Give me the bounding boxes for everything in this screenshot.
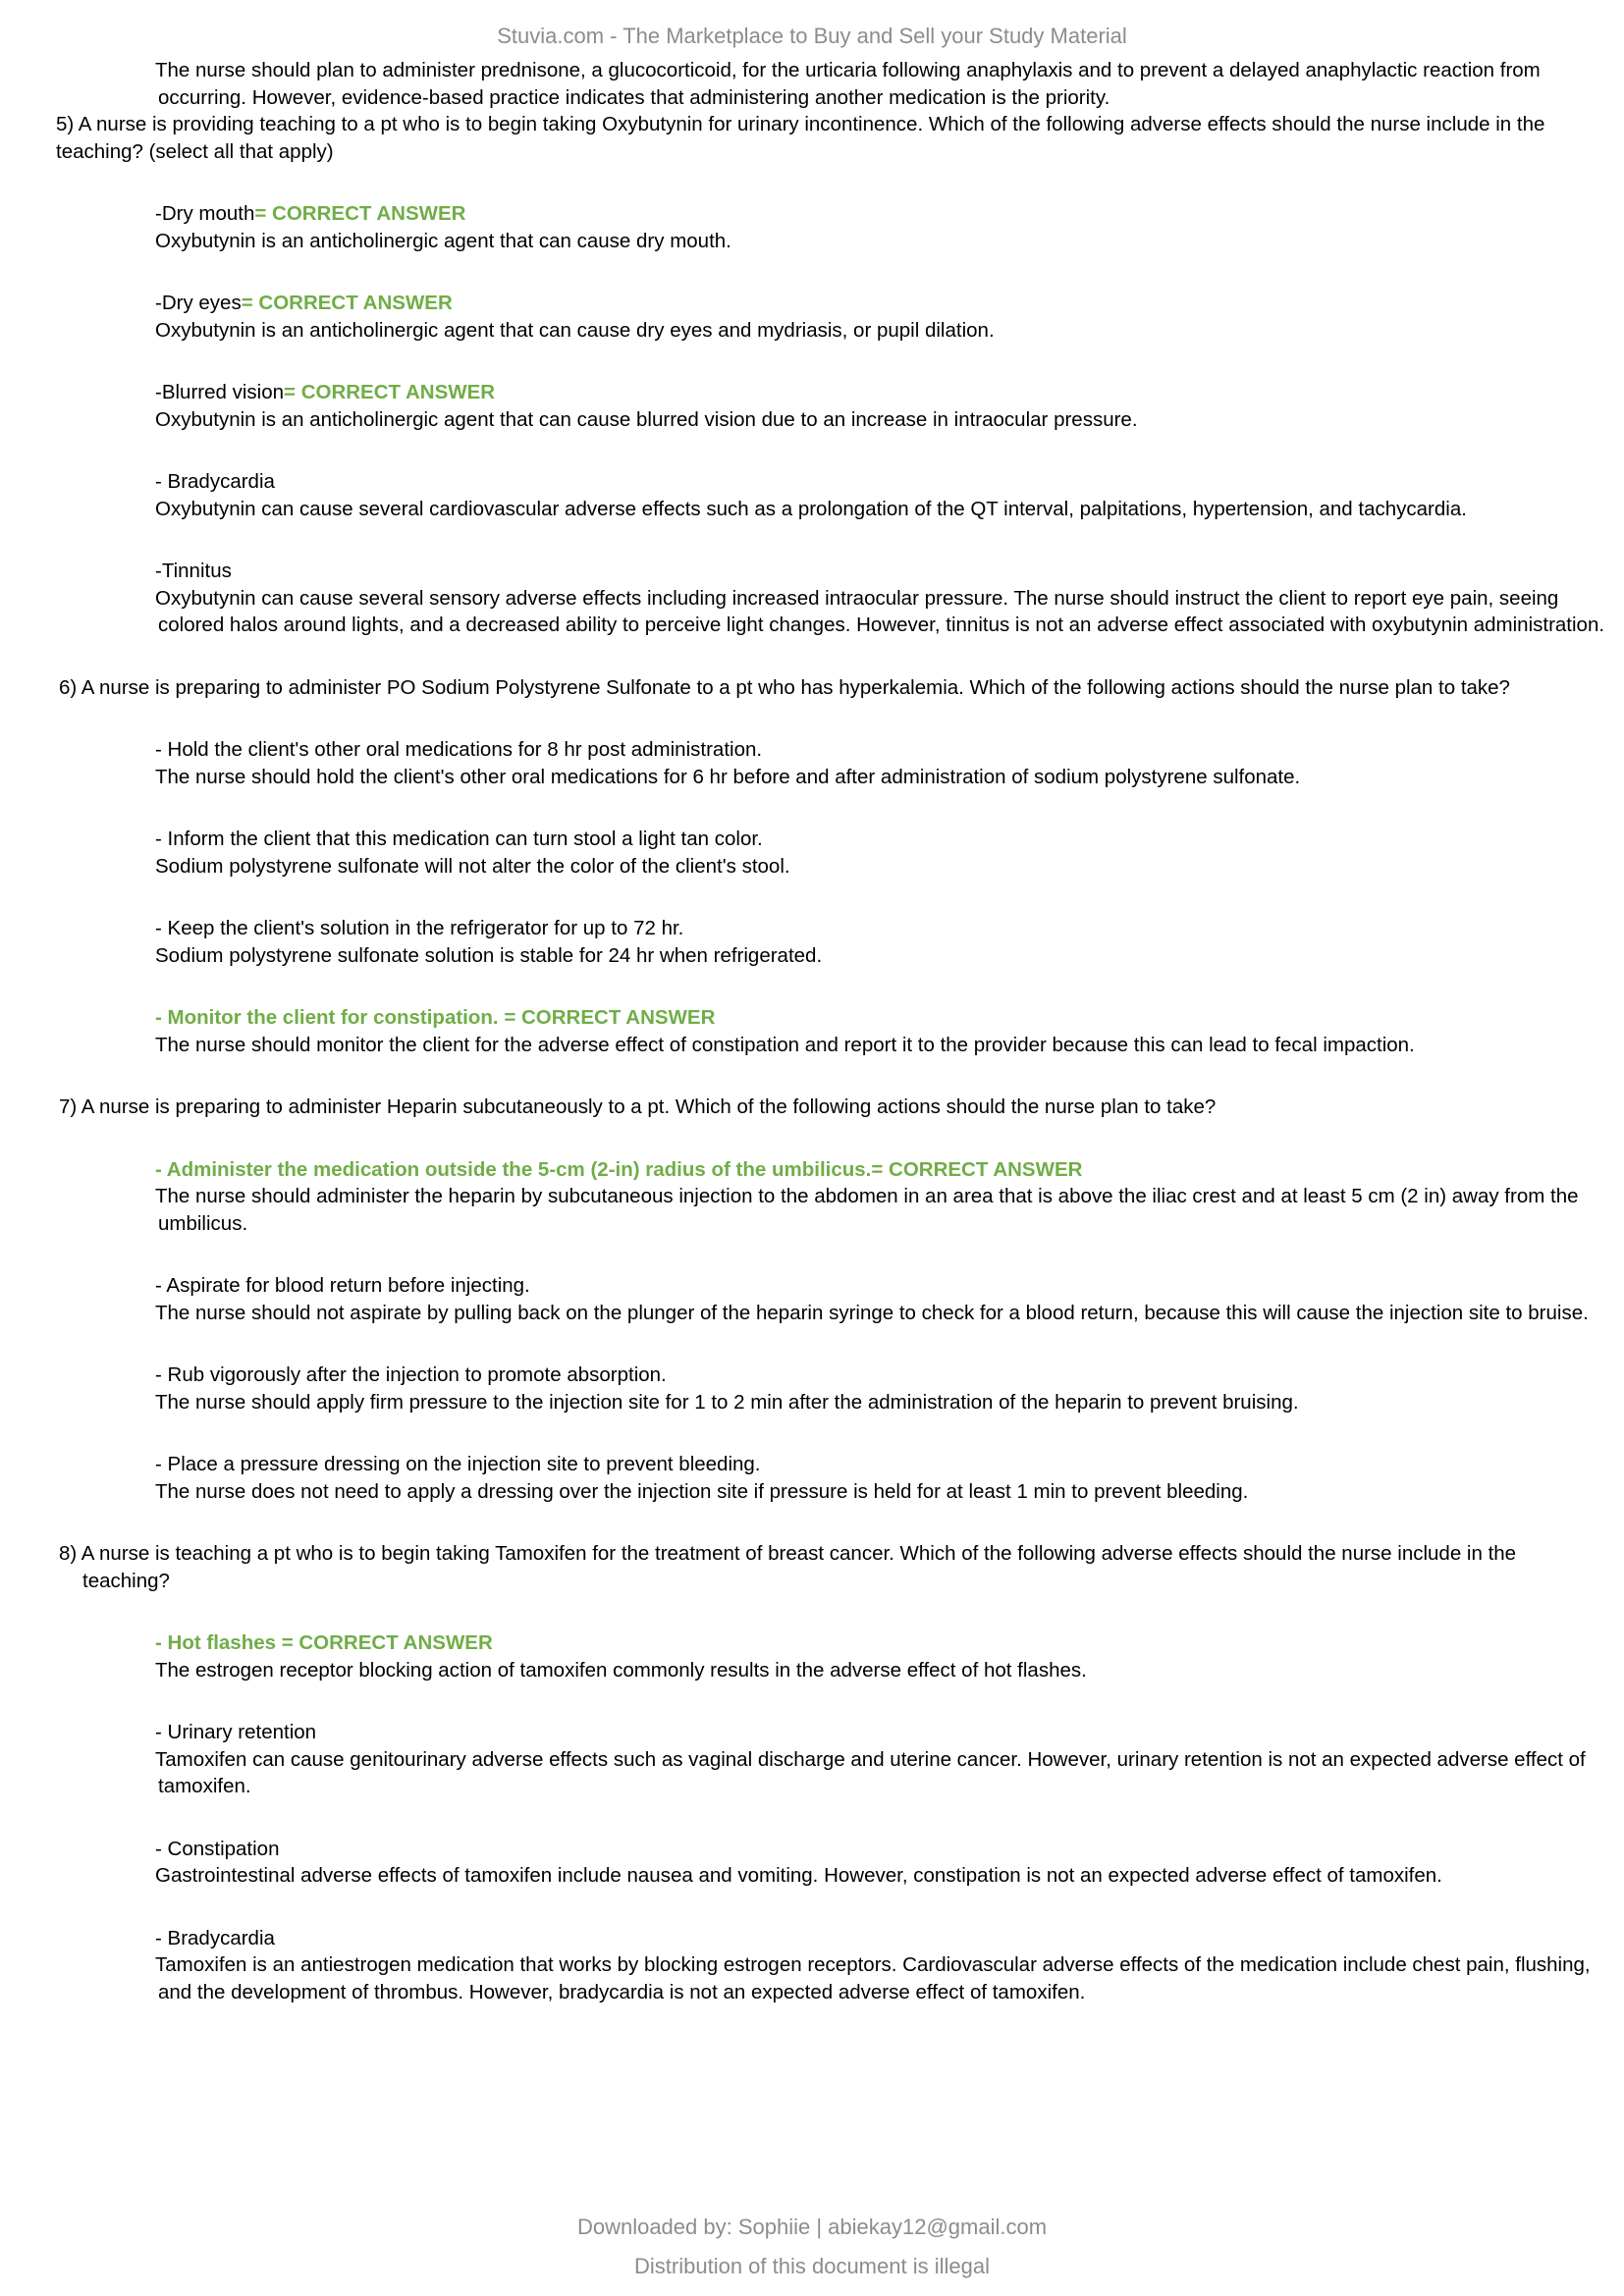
answer-option (59, 826, 1610, 880)
answer-option (59, 379, 1610, 433)
answer-rationale: The estrogen receptor blocking action of tamoxifen commonly results in the adverse effect of hot flashes. (155, 1658, 1087, 1682)
answer-option-correct (59, 1629, 1610, 1683)
question-text: 6) A nurse is preparing to administer PO Sodium Polystyrene Sulfonate to a pt who has hyperkalemia. Which of the following actions should the nurse plan to take? (59, 675, 1510, 699)
answer-rationale: and the development of thrombus. However, bradycardia is not an expected adverse effect of tamoxifen. (158, 1980, 1086, 2003)
answer-label: - Inform the client that this medication can turn stool a light tan color. (155, 828, 763, 850)
answer-rationale: The nurse should not aspirate by pulling back on the plunger of the heparin syringe to check for a blood return, because this will cause the injection site to bruise. (155, 1301, 1589, 1324)
question-text: 5) A nurse is providing teaching to a pt who is to begin taking Oxybutynin for urinary incontinence. Which of the following adverse effects should the nurse include in the (56, 113, 1545, 135)
answer-option (59, 736, 1610, 790)
correct-answer-mark: = CORRECT ANSWER (284, 381, 496, 403)
answer-rationale: colored halos around lights, and a decreased ability to perceive light changes. However, tinnitus is not an adverse effect associated with oxybutynin administration. (158, 614, 1605, 636)
answer-label: - Rub vigorously after the injection to promote absorption. (155, 1363, 667, 1386)
answer-rationale: Tamoxifen is an antiestrogen medication that works by blocking estrogen receptors. Cardiovascular adverse effects of the medication include chest pain, flushing, (155, 1953, 1591, 1976)
answer-option (59, 1836, 1610, 1890)
answer-label: - Keep the client's solution in the refrigerator for up to 72 hr. (155, 917, 684, 939)
answer-label: - Administer the medication outside the 5-cm (2-in) radius of the umbilicus.= CORRECT ANSWER (155, 1157, 1083, 1181)
intro-line: occurring. However, evidence-based practice indicates that administering another medication is the priority. (158, 85, 1110, 109)
answer-option (59, 1719, 1610, 1800)
question-5 (56, 111, 1610, 165)
document-body (56, 57, 1610, 2005)
answer-rationale: Tamoxifen can cause genitourinary adverse effects such as vaginal discharge and uterine cancer. However, urinary retention is not an expected adverse effect of (155, 1747, 1586, 1771)
question-7 (59, 1094, 1610, 1121)
answer-rationale: The nurse should hold the client's other oral medications for 6 hr before and after administration of sodium polystyrene sulfonate. (155, 765, 1301, 788)
answer-option (59, 468, 1610, 522)
answer-rationale: Gastrointestinal adverse effects of tamoxifen include nausea and vomiting. However, constipation is not an expected adverse effect of tamoxifen. (155, 1864, 1442, 1887)
answer-option (59, 558, 1610, 639)
intro-line: The nurse should plan to administer prednisone, a glucocorticoid, for the urticaria following anaphylaxis and to prevent a delayed anaphylactic reaction from (155, 59, 1541, 81)
answer-option-correct (59, 1156, 1610, 1238)
answer-rationale: Oxybutynin is an anticholinergic agent that can cause blurred vision due to an increase in intraocular pressure. (155, 407, 1138, 431)
answer-rationale: The nurse does not need to apply a dressing over the injection site if pressure is held for at least 1 min to prevent bleeding. (155, 1479, 1249, 1503)
answer-label: - Monitor the client for constipation. = CORRECT ANSWER (155, 1006, 716, 1029)
answer-option (59, 1272, 1610, 1326)
answer-label: - Bradycardia (155, 470, 275, 493)
answer-rationale: The nurse should apply firm pressure to the injection site for 1 to 2 min after the administration of the heparin to prevent bruising. (155, 1390, 1299, 1414)
answer-option (59, 915, 1610, 969)
answer-option (59, 1925, 1610, 2006)
question-text: teaching? (82, 1569, 170, 1592)
page-header-watermark: Stuvia.com - The Marketplace to Buy and Sell your Study Material (497, 24, 1127, 48)
answer-label: - Constipation (155, 1837, 280, 1860)
answer-label: -Dry mouth (155, 202, 255, 225)
correct-answer-mark: = CORRECT ANSWER (254, 202, 466, 225)
answer-rationale: umbilicus. (158, 1211, 248, 1235)
answer-option (59, 1451, 1610, 1505)
answer-rationale: The nurse should administer the heparin by subcutaneous injection to the abdomen in an area that is above the iliac crest and at least 5 cm (2 in) away from the (155, 1185, 1579, 1207)
question-text: 7) A nurse is preparing to administer Heparin subcutaneously to a pt. Which of the following actions should the nurse plan to take? (59, 1095, 1217, 1118)
footer-downloaded-by: Downloaded by: Sophiie | abiekay12@gmail.com (576, 2215, 1048, 2239)
answer-label: -Blurred vision (155, 381, 285, 403)
answer-rationale: Oxybutynin is an anticholinergic agent that can cause dry mouth. (155, 229, 731, 252)
answer-rationale: Sodium polystyrene sulfonate will not alter the color of the client's stool. (155, 854, 790, 878)
question-text: teaching? (select all that apply) (56, 139, 334, 163)
answer-label: - Hot flashes = CORRECT ANSWER (155, 1631, 493, 1654)
answer-rationale: Oxybutynin can cause several cardiovascular adverse effects such as a prolongation of the QT interval, palpitations, hypertension, and tachycardia. (155, 497, 1467, 520)
answer-label: - Place a pressure dressing on the injection site to prevent bleeding. (155, 1453, 761, 1475)
answer-label: - Aspirate for blood return before injecting. (155, 1274, 530, 1297)
footer-distribution-notice: Distribution of this document is illegal (634, 2254, 990, 2278)
answer-rationale: Oxybutynin can cause several sensory adverse effects including increased intraocular pressure. The nurse should instruct the client to report eye pain, seeing (155, 586, 1559, 610)
answer-rationale: Oxybutynin is an anticholinergic agent that can cause dry eyes and mydriasis, or pupil dilation. (155, 318, 995, 342)
intro-rationale (59, 57, 1610, 111)
answer-option-correct (59, 1004, 1610, 1058)
answer-rationale: tamoxifen. (158, 1775, 251, 1797)
answer-rationale: The nurse should monitor the client for the adverse effect of constipation and report it to the provider because this can lead to fecal impaction. (155, 1033, 1415, 1056)
answer-label: -Dry eyes (155, 292, 242, 314)
answer-label: -Tinnitus (155, 560, 232, 582)
answer-option (59, 200, 1610, 254)
question-8 (59, 1540, 1610, 1594)
correct-answer-mark: = CORRECT ANSWER (241, 292, 453, 314)
answer-rationale: Sodium polystyrene sulfonate solution is stable for 24 hr when refrigerated. (155, 943, 823, 967)
answer-option (59, 1362, 1610, 1415)
answer-label: - Urinary retention (155, 1721, 317, 1743)
answer-option (59, 290, 1610, 344)
answer-label: - Bradycardia (155, 1926, 275, 1949)
question-6 (59, 674, 1610, 702)
answer-label: - Hold the client's other oral medications for 8 hr post administration. (155, 738, 763, 761)
question-text: 8) A nurse is teaching a pt who is to begin taking Tamoxifen for the treatment of breast cancer. Which of the following adverse effects should the nurse include in the (59, 1542, 1517, 1565)
